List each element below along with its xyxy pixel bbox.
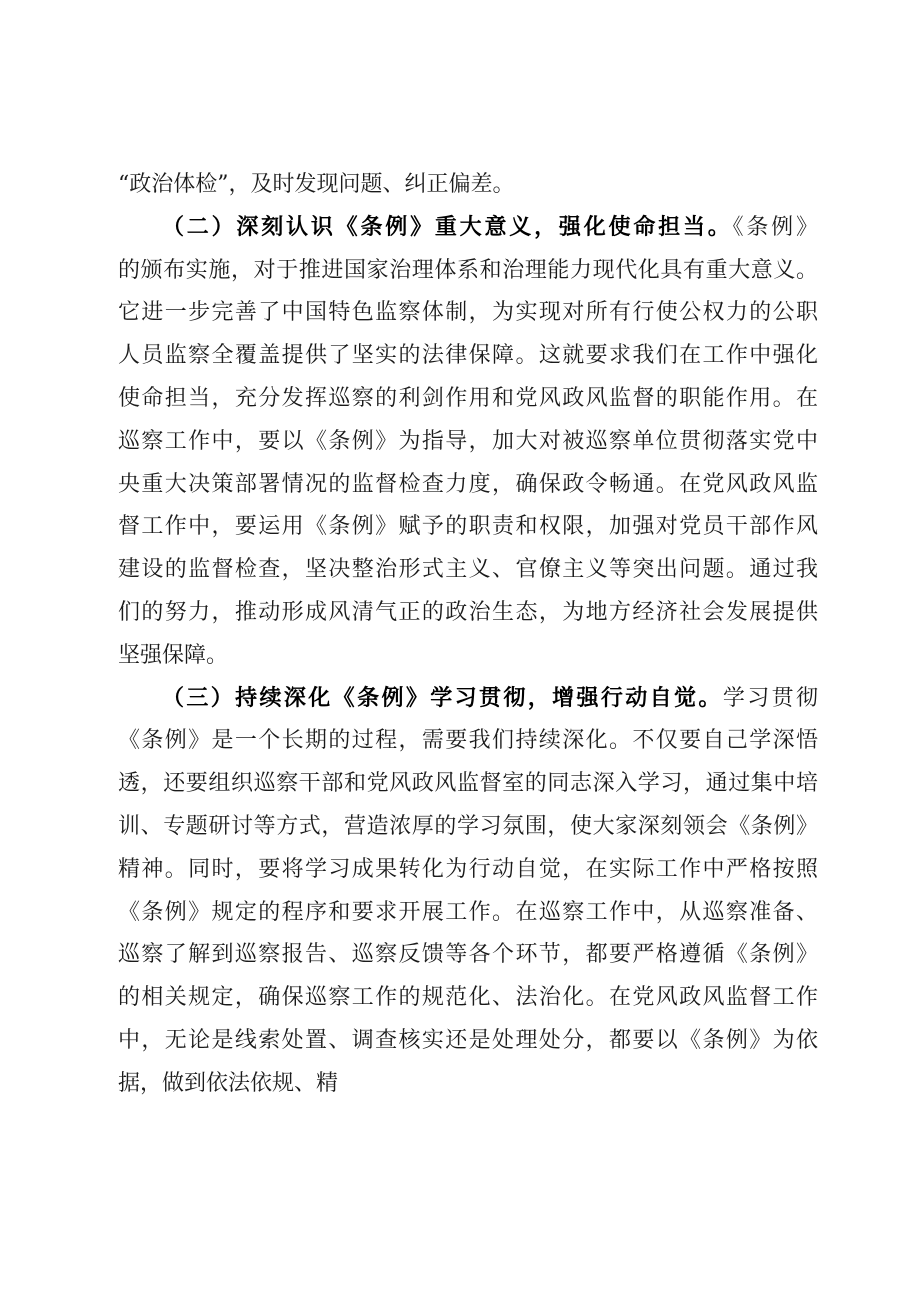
paragraph-2-line-1	[118, 207, 818, 250]
body-text: 使命担当，充分发挥巡察的利剑作用和党风政风监督的职能作用。在	[118, 385, 818, 411]
paragraph-1-line-1	[118, 164, 818, 207]
body-text: 学习贯彻	[722, 685, 818, 711]
paragraph-3-line-1	[118, 678, 818, 721]
paragraph-2-line-2	[118, 250, 818, 293]
paragraph-3-line-10	[118, 1063, 818, 1106]
paragraph-3-line-9	[118, 1020, 818, 1063]
paragraph-3-line-6	[118, 892, 818, 935]
body-text: 据，做到依法依规、精	[118, 1070, 339, 1096]
paragraph-3-line-3	[118, 763, 818, 806]
body-text: 巡察了解到巡察报告、巡察反馈等各个环节，都要严格遵循《条例》	[118, 942, 818, 968]
body-text: 精神。同时，要将学习成果转化为行动自觉，在实际工作中严格按照	[118, 856, 818, 882]
paragraph-3-line-8	[118, 977, 818, 1020]
body-text: 巡察工作中，要以《条例》为指导，加大对被巡察单位贯彻落实党中	[118, 428, 818, 454]
body-text: 央重大决策部署情况的监督检查力度，确保政令畅通。在党风政风监	[118, 471, 818, 497]
body-text: 的相关规定，确保巡察工作的规范化、法治化。在党风政风监督工作	[118, 985, 818, 1011]
body-text: 建设的监督检查，坚决整治形式主义、官僚主义等突出问题。通过我	[118, 557, 818, 583]
body-text: 们的努力，推动形成风清气正的政治生态，为地方经济社会发展提供	[118, 599, 818, 625]
paragraph-2-line-6	[118, 421, 818, 464]
body-text: 训、专题研讨等方式，营造浓厚的学习氛围，使大家深刻领会《条例》	[118, 813, 818, 839]
paragraph-3-line-5	[118, 849, 818, 892]
document-body	[118, 164, 818, 1106]
body-text: 《条例》	[732, 214, 818, 240]
body-text: 督工作中，要运用《条例》赋予的职责和权限，加强对党员干部作风	[118, 514, 818, 540]
body-text: 透，还要组织巡察干部和党风政风监督室的同志深入学习，通过集中培	[118, 771, 818, 797]
section-heading-2: （二）深刻认识《条例》重大意义，强化使命担当。	[162, 214, 733, 240]
paragraph-2-line-8	[118, 506, 818, 549]
paragraph-2-line-3	[118, 292, 818, 335]
paragraph-2-line-7	[118, 464, 818, 507]
paragraph-2-line-4	[118, 335, 818, 378]
body-text: 中，无论是线索处置、调查核实还是处理处分，都要以《条例》为依	[118, 1027, 818, 1053]
body-text: 坚强保障。	[118, 642, 229, 668]
paragraph-3-line-4	[118, 806, 818, 849]
body-text: 《条例》规定的程序和要求开展工作。在巡察工作中，从巡察准备、	[118, 899, 818, 925]
body-text: “政治体检”，及时发现问题、纠正偏差。	[118, 172, 515, 197]
paragraph-2-line-11	[118, 635, 818, 678]
body-text: 的颁布实施，对于推进国家治理体系和治理能力现代化具有重大意义。	[118, 257, 818, 283]
paragraph-2-line-9	[118, 549, 818, 592]
body-text: 人员监察全覆盖提供了坚实的法律保障。这就要求我们在工作中强化	[118, 343, 818, 369]
paragraph-2-line-5	[118, 378, 818, 421]
section-heading-3: （三）持续深化《条例》学习贯彻，增强行动自觉。	[162, 685, 723, 711]
paragraph-3-line-7	[118, 934, 818, 977]
paragraph-3-line-2	[118, 720, 818, 763]
paragraph-2-line-10	[118, 592, 818, 635]
body-text: 它进一步完善了中国特色监察体制，为实现对所有行使公权力的公职	[118, 300, 818, 326]
body-text: 《条例》是一个长期的过程，需要我们持续深化。不仅要自己学深悟	[118, 728, 818, 754]
